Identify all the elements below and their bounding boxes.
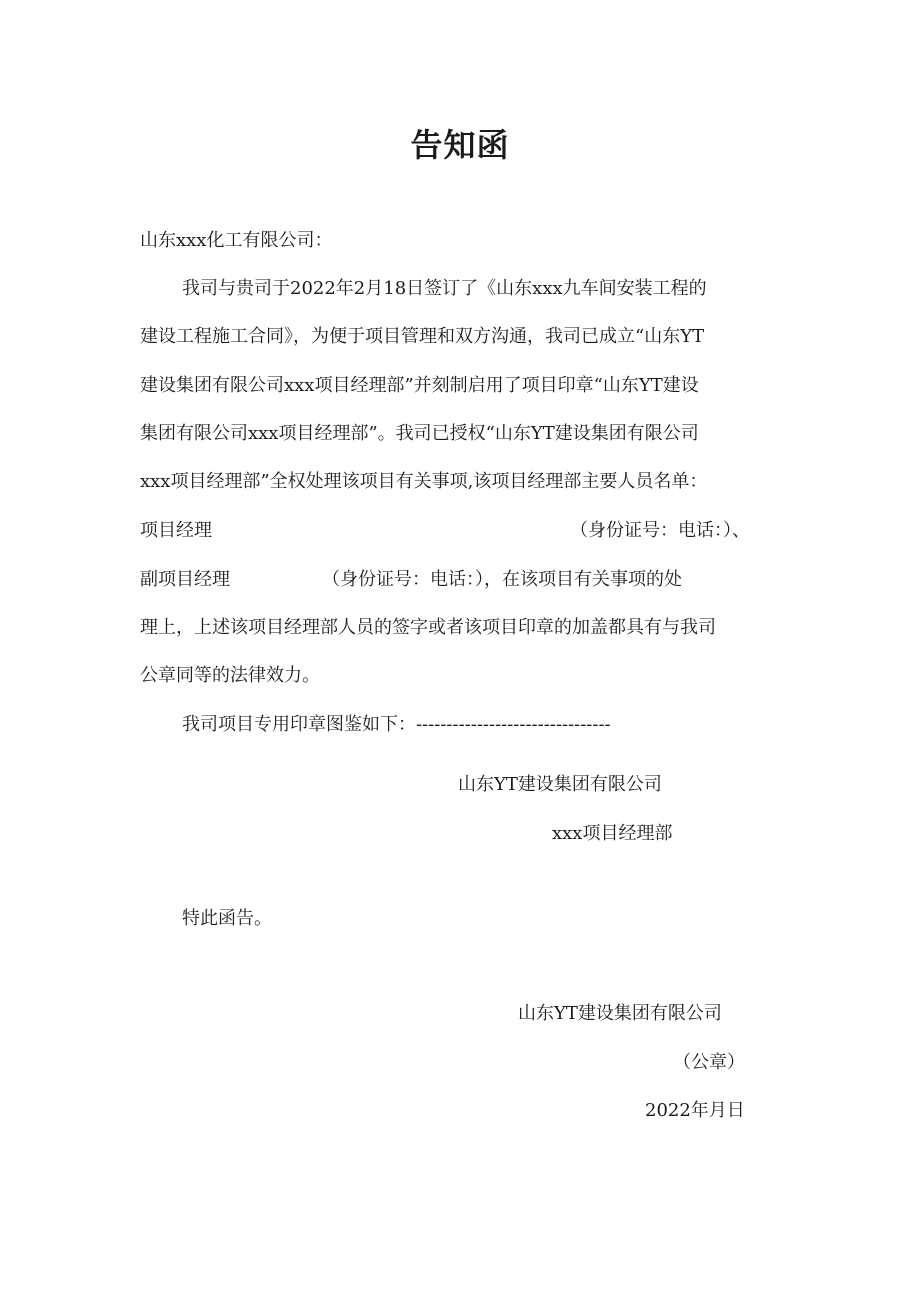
closing-text: 特此函告。 <box>182 908 272 929</box>
body-line-4: 集团有限公司xxx项目经理部”。我司已授权“山东YT建设集团有限公司 <box>140 423 699 444</box>
seal-company-name: 山东YT建设集团有限公司 <box>458 774 662 795</box>
salutation: 山东xxx化工有限公司： <box>140 230 333 251</box>
seal-specimen-line: 我司项目专用印章图鉴如下：-------------------------------- <box>182 714 611 735</box>
deputy-manager-id-phone: （身份证号：电话：），在该项目有关事项的处 <box>322 569 682 590</box>
deputy-manager-label: 副项目经理 <box>140 569 230 590</box>
body-line-3: 建设集团有限公司xxx项目经理部”并刻制启用了项目印章“山东YT建设 <box>140 375 699 396</box>
project-manager-id-phone: （身份证号：电话：）、 <box>570 520 750 541</box>
signature-date: 2022年月日 <box>645 1100 745 1121</box>
body-line-1: 我司与贵司于2022年2月18日签订了《山东xxx九车间安装工程的 <box>182 278 707 299</box>
body-line-5: xxx项目经理部”全权处理该项目有关事项,该项目经理部主要人员名单： <box>140 471 708 492</box>
body-line-2: 建设工程施工合同》，为便于项目管理和双方沟通，我司已成立“山东YT <box>140 326 705 347</box>
body-tail-line-2: 公章同等的法律效力。 <box>140 665 320 686</box>
signature-company: 山东YT建设集团有限公司 <box>518 1003 722 1024</box>
signature-seal-note: （公章） <box>673 1052 745 1073</box>
document-title: 告知函 <box>410 126 510 164</box>
body-tail-line-1: 理上，上述该项目经理部人员的签字或者该项目印章的加盖都具有与我司 <box>140 617 716 638</box>
seal-department: xxx项目经理部 <box>552 823 673 844</box>
project-manager-label: 项目经理 <box>140 520 212 541</box>
